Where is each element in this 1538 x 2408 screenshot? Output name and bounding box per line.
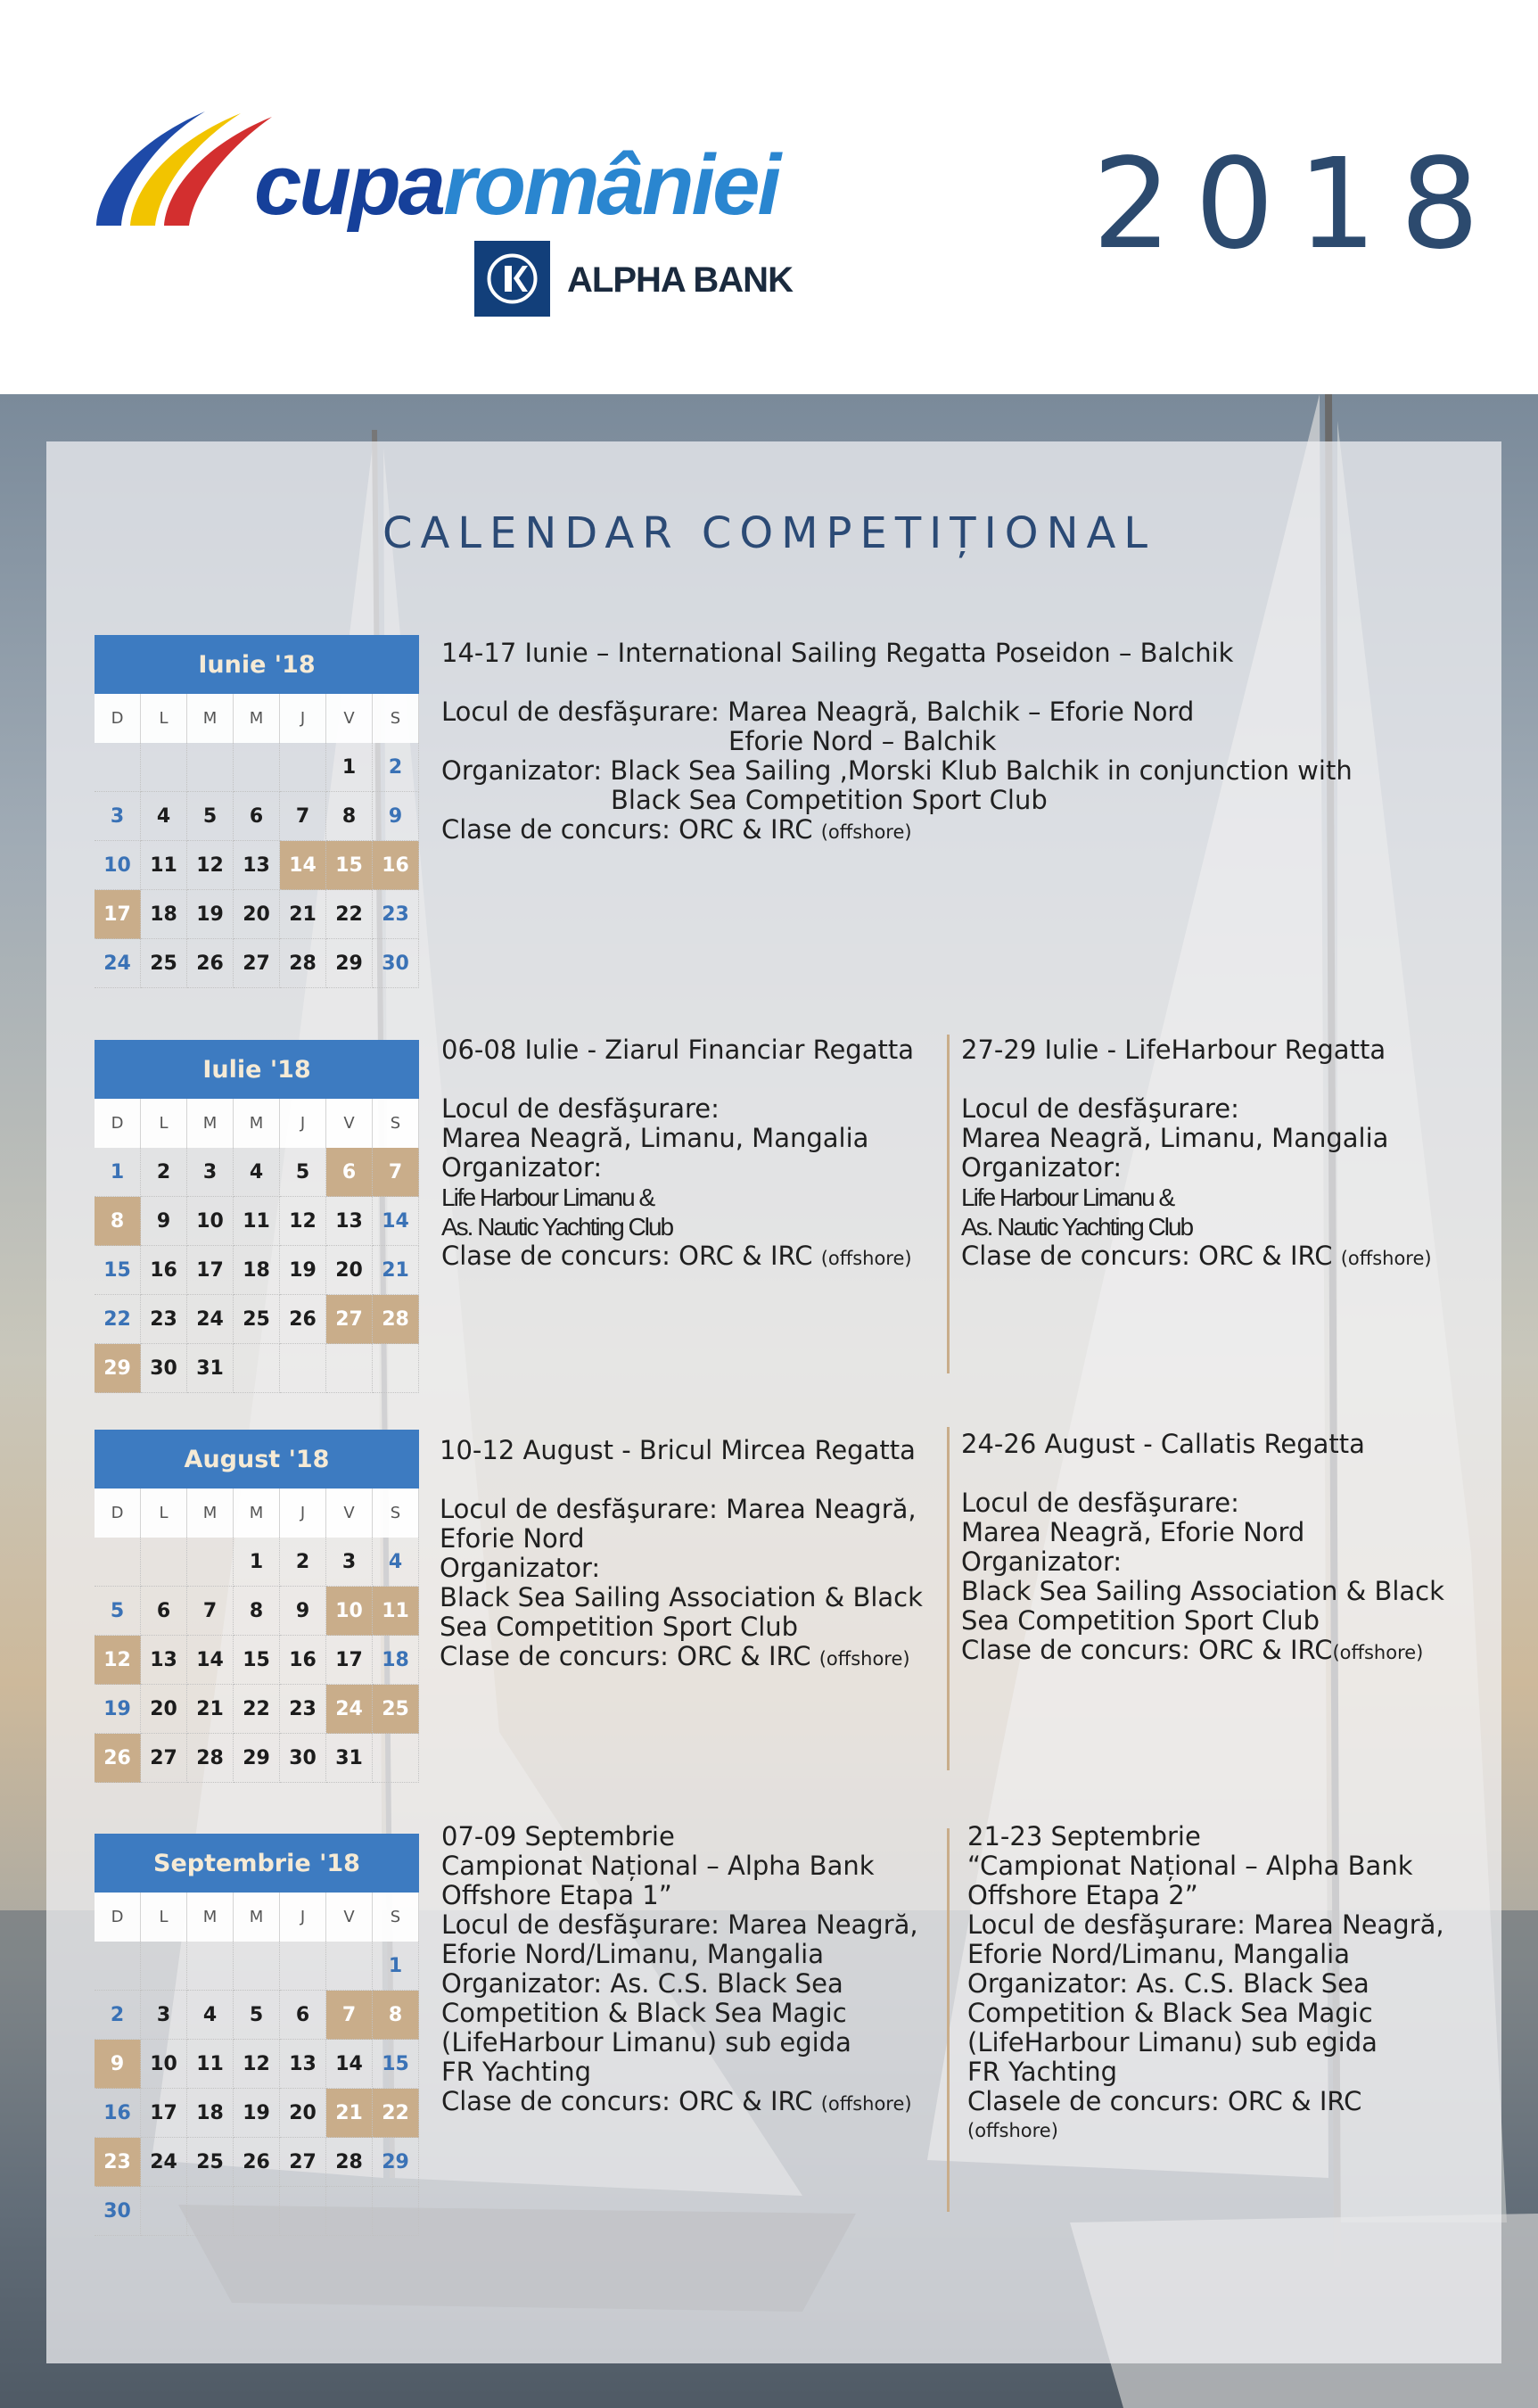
calendar-day: 29 bbox=[373, 2138, 419, 2187]
calendar-day-of-week: M bbox=[187, 1893, 234, 1942]
calendar-day: 23 bbox=[280, 1685, 326, 1734]
calendar-day: 15 bbox=[373, 2040, 419, 2089]
event-location-cont: Eforie Nord/Limanu, Mangalia bbox=[967, 1939, 1351, 1969]
event-title: 14-17 Iunie – International Sailing Regatta Poseidon – Balchik bbox=[441, 638, 1234, 668]
calendar-day: 28 bbox=[326, 2138, 373, 2187]
calendar-day-of-week: J bbox=[280, 1489, 326, 1538]
calendar-day: 5 bbox=[234, 1991, 280, 2040]
calendar-day-of-week: M bbox=[187, 1489, 234, 1538]
calendar-day: 17 bbox=[141, 2089, 187, 2138]
calendar-day: 28 bbox=[280, 939, 326, 988]
calendar-day: 28 bbox=[187, 1734, 234, 1783]
calendar-empty-cell bbox=[373, 2187, 419, 2236]
event-organizer-label: Organizator: bbox=[441, 1152, 603, 1183]
event-location-cont: Eforie Nord – Balchik bbox=[728, 726, 997, 756]
calendar-day: 6 bbox=[280, 1991, 326, 2040]
calendar-empty-cell bbox=[373, 1734, 419, 1783]
event-classes: Clase de concurs: ORC & IRC(offshore) bbox=[961, 1635, 1424, 1665]
event-classes: Clase de concurs: ORC & IRC (offshore) bbox=[441, 2086, 912, 2116]
calendar-day: 13 bbox=[280, 2040, 326, 2089]
event-location: Locul de desfăşurare: Marea Neagră, Balchik – Eforie Nord bbox=[441, 697, 1195, 727]
calendar-day: 21 bbox=[326, 2089, 373, 2138]
calendar-day-of-week: S bbox=[373, 694, 419, 743]
calendar-day: 13 bbox=[326, 1197, 373, 1246]
calendar-day: 29 bbox=[95, 1344, 141, 1393]
calendar-day: 6 bbox=[326, 1148, 373, 1197]
event-title: Campionat Național – Alpha Bank bbox=[441, 1851, 875, 1881]
event-location-label: Locul de desfăşurare: bbox=[961, 1093, 1239, 1124]
calendar-day: 1 bbox=[373, 1942, 419, 1991]
calendar-empty-cell bbox=[141, 1538, 187, 1587]
calendar-day: 9 bbox=[280, 1587, 326, 1636]
calendar-day: 18 bbox=[141, 890, 187, 939]
calendar-day: 21 bbox=[373, 1246, 419, 1295]
calendar-day: 1 bbox=[95, 1148, 141, 1197]
calendar-day: 26 bbox=[95, 1734, 141, 1783]
event-classes-note: (offshore) bbox=[967, 2120, 1058, 2141]
event-organizer: Organizator: Black Sea Sailing ,Morski Klub Balchik in conjunction with bbox=[441, 755, 1353, 786]
calendar-day-of-week: D bbox=[95, 1489, 141, 1538]
calendar-day: 4 bbox=[187, 1991, 234, 2040]
event-location-label: Locul de desfăşurare: bbox=[441, 1093, 720, 1124]
calendar-day: 3 bbox=[95, 792, 141, 841]
event-classes: Clase de concurs: ORC & IRC (offshore) bbox=[441, 1241, 912, 1271]
event-date: 21-23 Septembrie bbox=[967, 1821, 1201, 1851]
calendar-title: Iulie '18 bbox=[95, 1040, 419, 1099]
calendar-day: 18 bbox=[187, 2089, 234, 2138]
event-organizer-cont: (LifeHarbour Limanu) sub egida bbox=[967, 2027, 1378, 2058]
calendar-day: 17 bbox=[326, 1636, 373, 1685]
event-iunie bbox=[441, 639, 1353, 847]
calendar-day: 13 bbox=[234, 841, 280, 890]
calendar-empty-cell bbox=[234, 1942, 280, 1991]
calendar-day: 9 bbox=[373, 792, 419, 841]
alpha-bank-name: ALPHA BANK bbox=[567, 260, 793, 300]
logo-text-romaniei: româniei bbox=[443, 137, 779, 233]
calendar-day: 18 bbox=[373, 1636, 419, 1685]
event-septembrie-2 bbox=[967, 1822, 1444, 2146]
sail-logo-icon bbox=[89, 111, 276, 245]
calendar-day-of-week: L bbox=[141, 1489, 187, 1538]
calendar-day: 2 bbox=[373, 743, 419, 792]
calendar-day-of-week: D bbox=[95, 694, 141, 743]
calendar-day: 25 bbox=[234, 1295, 280, 1344]
event-organizer: Life Harbour Limanu & bbox=[961, 1183, 1174, 1211]
event-title: 06-08 Iulie - Ziarul Financiar Regatta bbox=[441, 1035, 915, 1065]
event-organizer-cont: FR Yachting bbox=[441, 2057, 592, 2087]
calendar-day: 11 bbox=[373, 1587, 419, 1636]
event-location: Locul de desfăşurare: Marea Neagră, bbox=[440, 1494, 917, 1524]
calendar-day: 11 bbox=[141, 841, 187, 890]
calendar-day: 16 bbox=[95, 2089, 141, 2138]
calendar-day: 19 bbox=[187, 890, 234, 939]
calendar-day: 21 bbox=[187, 1685, 234, 1734]
calendar-day: 16 bbox=[373, 841, 419, 890]
calendar-day: 10 bbox=[326, 1587, 373, 1636]
calendar-empty-cell bbox=[234, 2187, 280, 2236]
calendar-day-of-week: V bbox=[326, 1489, 373, 1538]
calendar-day: 23 bbox=[141, 1295, 187, 1344]
calendar-day-of-week: M bbox=[234, 1489, 280, 1538]
calendar-day: 25 bbox=[141, 939, 187, 988]
event-divider bbox=[947, 1427, 950, 1770]
calendar-day: 23 bbox=[95, 2138, 141, 2187]
event-organizer-cont: As. Nautic Yachting Club bbox=[441, 1213, 673, 1241]
calendar-empty-cell bbox=[326, 2187, 373, 2236]
event-location: Locul de desfăşurare: Marea Neagră, bbox=[441, 1909, 918, 1940]
calendar-day: 10 bbox=[187, 1197, 234, 1246]
calendar-day: 14 bbox=[280, 841, 326, 890]
event-organizer: Organizator: As. C.S. Black Sea bbox=[441, 1968, 843, 1999]
calendar-day: 19 bbox=[95, 1685, 141, 1734]
calendar-day: 15 bbox=[234, 1636, 280, 1685]
event-organizer-label: Organizator: bbox=[961, 1546, 1123, 1577]
calendar-day: 12 bbox=[234, 2040, 280, 2089]
calendar-day: 28 bbox=[373, 1295, 419, 1344]
calendar-empty-cell bbox=[141, 2187, 187, 2236]
calendar-day: 26 bbox=[280, 1295, 326, 1344]
calendar-day: 15 bbox=[95, 1246, 141, 1295]
calendar-grid bbox=[95, 694, 419, 988]
calendar-day: 25 bbox=[373, 1685, 419, 1734]
calendar-empty-cell bbox=[187, 2187, 234, 2236]
calendar-day-of-week: V bbox=[326, 1893, 373, 1942]
calendar-day: 7 bbox=[373, 1148, 419, 1197]
calendar-august bbox=[95, 1430, 419, 1783]
calendar-day: 30 bbox=[280, 1734, 326, 1783]
calendar-empty-cell bbox=[234, 743, 280, 792]
calendar-day: 27 bbox=[326, 1295, 373, 1344]
calendar-day: 9 bbox=[141, 1197, 187, 1246]
calendar-empty-cell bbox=[326, 1942, 373, 1991]
event-location: Locul de desfăşurare: Marea Neagră, bbox=[967, 1909, 1444, 1940]
calendar-empty-cell bbox=[326, 1344, 373, 1393]
event-organizer-cont: Competition & Black Sea Magic bbox=[441, 1998, 847, 2028]
calendar-day: 8 bbox=[326, 792, 373, 841]
calendar-empty-cell bbox=[95, 743, 141, 792]
calendar-day: 17 bbox=[95, 890, 141, 939]
calendar-day: 29 bbox=[234, 1734, 280, 1783]
calendar-day-of-week: V bbox=[326, 694, 373, 743]
event-location: Marea Neagră, Limanu, Mangalia bbox=[961, 1123, 1389, 1153]
calendar-day: 24 bbox=[187, 1295, 234, 1344]
calendar-day-of-week: M bbox=[187, 1099, 234, 1148]
calendar-day: 12 bbox=[95, 1636, 141, 1685]
calendar-day: 22 bbox=[326, 890, 373, 939]
calendar-grid bbox=[95, 1893, 419, 2236]
calendar-empty-cell bbox=[280, 1344, 326, 1393]
calendar-day: 18 bbox=[234, 1246, 280, 1295]
calendar-day: 1 bbox=[326, 743, 373, 792]
event-classes: Clase de concurs: ORC & IRC (offshore) bbox=[441, 814, 912, 845]
calendar-day: 3 bbox=[141, 1991, 187, 2040]
event-classes: Clase de concurs: ORC & IRC (offshore) bbox=[961, 1241, 1432, 1271]
calendar-day: 31 bbox=[326, 1734, 373, 1783]
calendar-day: 2 bbox=[141, 1148, 187, 1197]
calendar-day: 7 bbox=[280, 792, 326, 841]
calendar-day: 8 bbox=[95, 1197, 141, 1246]
calendar-day-of-week: S bbox=[373, 1489, 419, 1538]
event-title-cont: Offshore Etapa 1” bbox=[441, 1880, 672, 1910]
calendar-day: 20 bbox=[326, 1246, 373, 1295]
calendar-empty-cell bbox=[141, 743, 187, 792]
calendar-day-of-week: J bbox=[280, 694, 326, 743]
alpha-bank-logo-icon bbox=[474, 241, 550, 317]
event-organizer: Black Sea Sailing Association & Black bbox=[961, 1576, 1444, 1606]
calendar-day-of-week: M bbox=[187, 694, 234, 743]
calendar-empty-cell bbox=[95, 1538, 141, 1587]
calendar-septembrie bbox=[95, 1834, 419, 2236]
event-title-cont: Offshore Etapa 2” bbox=[967, 1880, 1198, 1910]
calendar-day: 5 bbox=[95, 1587, 141, 1636]
calendar-day: 22 bbox=[95, 1295, 141, 1344]
calendar-day-of-week: M bbox=[234, 1893, 280, 1942]
calendar-day: 30 bbox=[141, 1344, 187, 1393]
calendar-day-of-week: L bbox=[141, 694, 187, 743]
calendar-day-of-week: L bbox=[141, 1893, 187, 1942]
calendar-day: 7 bbox=[187, 1587, 234, 1636]
calendar-grid bbox=[95, 1489, 419, 1783]
event-organizer-cont: FR Yachting bbox=[967, 2057, 1118, 2087]
event-organizer: Life Harbour Limanu & bbox=[441, 1183, 654, 1211]
calendar-empty-cell bbox=[95, 1942, 141, 1991]
calendar-empty-cell bbox=[280, 2187, 326, 2236]
calendar-day-of-week: V bbox=[326, 1099, 373, 1148]
calendar-day: 23 bbox=[373, 890, 419, 939]
calendar-day: 24 bbox=[326, 1685, 373, 1734]
event-organizer: Organizator: As. C.S. Black Sea bbox=[967, 1968, 1369, 1999]
calendar-day: 24 bbox=[141, 2138, 187, 2187]
calendar-day: 2 bbox=[280, 1538, 326, 1587]
calendar-day: 19 bbox=[234, 2089, 280, 2138]
calendar-day: 16 bbox=[280, 1636, 326, 1685]
event-organizer-cont: As. Nautic Yachting Club bbox=[961, 1213, 1193, 1241]
logo-text-cupa: cupa bbox=[254, 137, 444, 233]
cupa-romaniei-logo bbox=[254, 137, 779, 233]
event-title: 24-26 August - Callatis Regatta bbox=[961, 1429, 1365, 1459]
calendar-day: 12 bbox=[280, 1197, 326, 1246]
page-title: CALENDAR COMPETIȚIONAL bbox=[382, 508, 1156, 558]
event-divider bbox=[947, 1035, 950, 1373]
year: 2018 bbox=[1092, 132, 1503, 277]
calendar-day: 27 bbox=[280, 2138, 326, 2187]
calendar-day: 24 bbox=[95, 939, 141, 988]
calendar-day: 15 bbox=[326, 841, 373, 890]
calendar-day: 8 bbox=[373, 1991, 419, 2040]
calendar-day: 14 bbox=[187, 1636, 234, 1685]
calendar-title: Iunie '18 bbox=[95, 635, 419, 694]
calendar-day-of-week: L bbox=[141, 1099, 187, 1148]
calendar-day: 6 bbox=[234, 792, 280, 841]
calendar-day: 26 bbox=[187, 939, 234, 988]
calendar-day-of-week: M bbox=[234, 1099, 280, 1148]
calendar-grid bbox=[95, 1099, 419, 1393]
event-august-2 bbox=[961, 1430, 1444, 1668]
calendar-day: 17 bbox=[187, 1246, 234, 1295]
event-august-1 bbox=[440, 1436, 923, 1674]
calendar-day: 27 bbox=[141, 1734, 187, 1783]
event-organizer: Black Sea Sailing Association & Black bbox=[440, 1582, 923, 1612]
calendar-day: 8 bbox=[234, 1587, 280, 1636]
calendar-empty-cell bbox=[373, 1344, 419, 1393]
event-organizer-cont: Sea Competition Sport Club bbox=[961, 1605, 1320, 1636]
calendar-day: 20 bbox=[234, 890, 280, 939]
event-iulie-1 bbox=[441, 1035, 914, 1274]
calendar-day: 11 bbox=[187, 2040, 234, 2089]
calendar-day: 5 bbox=[187, 792, 234, 841]
calendar-day-of-week: S bbox=[373, 1893, 419, 1942]
calendar-day-of-week: J bbox=[280, 1893, 326, 1942]
calendar-day: 14 bbox=[373, 1197, 419, 1246]
calendar-day-of-week: D bbox=[95, 1893, 141, 1942]
event-location: Marea Neagră, Eforie Nord bbox=[961, 1517, 1305, 1547]
calendar-day: 29 bbox=[326, 939, 373, 988]
calendar-day-of-week: M bbox=[234, 694, 280, 743]
event-iulie-2 bbox=[961, 1035, 1432, 1274]
event-title: “Campionat Național – Alpha Bank bbox=[967, 1851, 1413, 1881]
calendar-day: 10 bbox=[141, 2040, 187, 2089]
calendar-empty-cell bbox=[280, 1942, 326, 1991]
calendar-empty-cell bbox=[187, 1942, 234, 1991]
calendar-day-of-week: J bbox=[280, 1099, 326, 1148]
event-classes: Clasele de concurs: ORC & IRC bbox=[967, 2086, 1362, 2116]
header bbox=[0, 0, 1538, 394]
calendar-day: 30 bbox=[95, 2187, 141, 2236]
calendar-day: 16 bbox=[141, 1246, 187, 1295]
event-title: 10-12 August - Bricul Mircea Regatta bbox=[440, 1435, 916, 1465]
event-location-label: Locul de desfăşurare: bbox=[961, 1488, 1239, 1518]
calendar-day: 9 bbox=[95, 2040, 141, 2089]
calendar-day: 14 bbox=[326, 2040, 373, 2089]
calendar-day: 30 bbox=[373, 939, 419, 988]
event-organizer-cont: Sea Competition Sport Club bbox=[440, 1612, 799, 1642]
calendar-day: 5 bbox=[280, 1148, 326, 1197]
event-date: 07-09 Septembrie bbox=[441, 1821, 675, 1851]
calendar-day: 20 bbox=[141, 1685, 187, 1734]
calendar-day: 1 bbox=[234, 1538, 280, 1587]
event-organizer-label: Organizator: bbox=[440, 1553, 601, 1583]
calendar-day: 25 bbox=[187, 2138, 234, 2187]
calendar-day: 10 bbox=[95, 841, 141, 890]
calendar-day: 7 bbox=[326, 1991, 373, 2040]
calendar-empty-cell bbox=[141, 1942, 187, 1991]
calendar-title: Septembrie '18 bbox=[95, 1834, 419, 1893]
calendar-day: 3 bbox=[187, 1148, 234, 1197]
event-classes: Clase de concurs: ORC & IRC (offshore) bbox=[440, 1641, 910, 1671]
calendar-day: 11 bbox=[234, 1197, 280, 1246]
calendar-day: 3 bbox=[326, 1538, 373, 1587]
event-organizer-cont: Competition & Black Sea Magic bbox=[967, 1998, 1373, 2028]
calendar-day: 26 bbox=[234, 2138, 280, 2187]
calendar-day: 21 bbox=[280, 890, 326, 939]
calendar-iunie bbox=[95, 635, 419, 988]
calendar-day-of-week: S bbox=[373, 1099, 419, 1148]
calendar-empty-cell bbox=[280, 743, 326, 792]
calendar-empty-cell bbox=[187, 1538, 234, 1587]
calendar-empty-cell bbox=[187, 743, 234, 792]
event-location-cont: Eforie Nord bbox=[440, 1523, 585, 1554]
calendar-iulie bbox=[95, 1040, 419, 1393]
calendar-day: 31 bbox=[187, 1344, 234, 1393]
calendar-day: 2 bbox=[95, 1991, 141, 2040]
calendar-day: 19 bbox=[280, 1246, 326, 1295]
calendar-title: August '18 bbox=[95, 1430, 419, 1489]
calendar-day: 13 bbox=[141, 1636, 187, 1685]
calendar-day: 4 bbox=[234, 1148, 280, 1197]
calendar-day: 22 bbox=[373, 2089, 419, 2138]
event-organizer-cont: Black Sea Competition Sport Club bbox=[611, 785, 1048, 815]
calendar-day: 6 bbox=[141, 1587, 187, 1636]
event-title: 27-29 Iulie - LifeHarbour Regatta bbox=[961, 1035, 1386, 1065]
event-location-cont: Eforie Nord/Limanu, Mangalia bbox=[441, 1939, 825, 1969]
calendar-day: 27 bbox=[234, 939, 280, 988]
calendar-empty-cell bbox=[234, 1344, 280, 1393]
event-organizer-cont: (LifeHarbour Limanu) sub egida bbox=[441, 2027, 851, 2058]
calendar-day: 4 bbox=[141, 792, 187, 841]
calendar-day-of-week: D bbox=[95, 1099, 141, 1148]
calendar-day: 12 bbox=[187, 841, 234, 890]
calendar-day: 4 bbox=[373, 1538, 419, 1587]
calendar-day: 20 bbox=[280, 2089, 326, 2138]
event-divider bbox=[947, 1828, 950, 2212]
event-location: Marea Neagră, Limanu, Mangalia bbox=[441, 1123, 869, 1153]
calendar-day: 22 bbox=[234, 1685, 280, 1734]
event-organizer-label: Organizator: bbox=[961, 1152, 1123, 1183]
event-septembrie-1 bbox=[441, 1822, 918, 2119]
